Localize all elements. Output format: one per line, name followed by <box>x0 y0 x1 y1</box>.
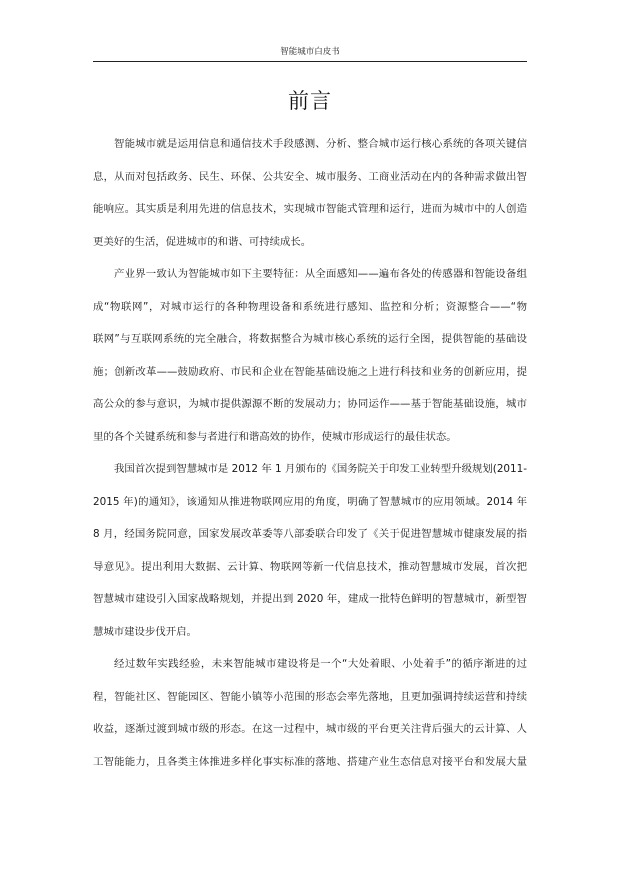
paragraph-intro <box>93 128 527 258</box>
text-line: 能响应。其实质是利用先进的信息技术，实现城市智能式管理和运行，进而为城市中的人创造 <box>93 203 527 215</box>
paragraph-features <box>93 258 527 453</box>
text-line: 施；创新改革——鼓励政府、市民和企业在智能基础设施之上进行科技和业务的创新应用，提 <box>93 365 527 378</box>
text-line: 联网”与互联网系统的完全融合，将数据整合为城市核心系统的运行全图，提供智能的基础设 <box>93 333 527 345</box>
text-line: 2015 年)的通知》，该通知从推进物联网应用的角度，明确了智慧城市的应用领域。2014 年 <box>93 495 527 508</box>
text-line: 智能城市就是运用信息和通信技术手段感测、分析、整合城市运行核心系统的各项关键信 <box>114 138 527 150</box>
text-line: 8 月，经国务院同意，国家发展改革委等八部委联合印发了《关于促进智慧城市健康发展的指 <box>93 528 527 540</box>
text-line: 里的各个关键系统和参与者进行和谐高效的协作，使城市形成运行的最佳状态。 <box>93 430 457 443</box>
text-line: 慧城市建设步伐开启。 <box>93 625 197 638</box>
text-line: 工智能能力，且各类主体推进多样化事实标准的落地、搭建产业生态信息对接平台和发展大量 <box>93 755 527 768</box>
text-line: 收益，逐渐过渡到城市级的形态。在这一过程中，城市级的平台更关注背后强大的云计算、人 <box>93 723 527 735</box>
text-line: 导意见》。提出利用大数据、云计算、物联网等新一代信息技术，推动智慧城市发展，首次把 <box>93 560 527 573</box>
text-line: 我国首次提到智慧城市是 2012 年 1 月颁布的《国务院关于印发工业转型升级规划(2011- <box>114 463 528 475</box>
header-divider <box>93 61 527 62</box>
text-line: 更美好的生活，促进城市的和谐、可持续成长。 <box>93 235 312 248</box>
text-line: 经过数年实践经验，未来智能城市建设将是一个“大处着眼、小处着手”的循序渐进的过 <box>114 658 527 670</box>
page-title: 前言 <box>288 89 332 113</box>
text-line: 程，智能社区、智能园区、智能小镇等小范围的形态会率先落地，且更加强调持续运营和持续 <box>93 690 527 703</box>
text-line: 息，从而对包括政务、民生、环保、公共安全、城市服务、工商业活动在内的各种需求做出智 <box>93 170 527 183</box>
text-line: 产业界一致认为智能城市如下主要特征：从全面感知——遍布各处的传感器和智能设备组 <box>114 268 527 280</box>
running-header: 智能城市白皮书 <box>280 47 340 57</box>
document-body <box>93 128 527 778</box>
text-line: 智慧城市建设引入国家战略规划，并提出到 2020 年，建成一批特色鲜明的智慧城市，新型智 <box>93 593 527 605</box>
paragraph-policy-history <box>93 453 527 648</box>
text-line: 成“物联网”，对城市运行的各种物理设备和系统进行感知、监控和分析；资源整合——“物 <box>93 300 527 313</box>
paragraph-outlook <box>93 648 527 778</box>
text-line: 高公众的参与意识，为城市提供源源不断的发展动力；协同运作——基于智能基础设施，城市 <box>93 398 527 410</box>
